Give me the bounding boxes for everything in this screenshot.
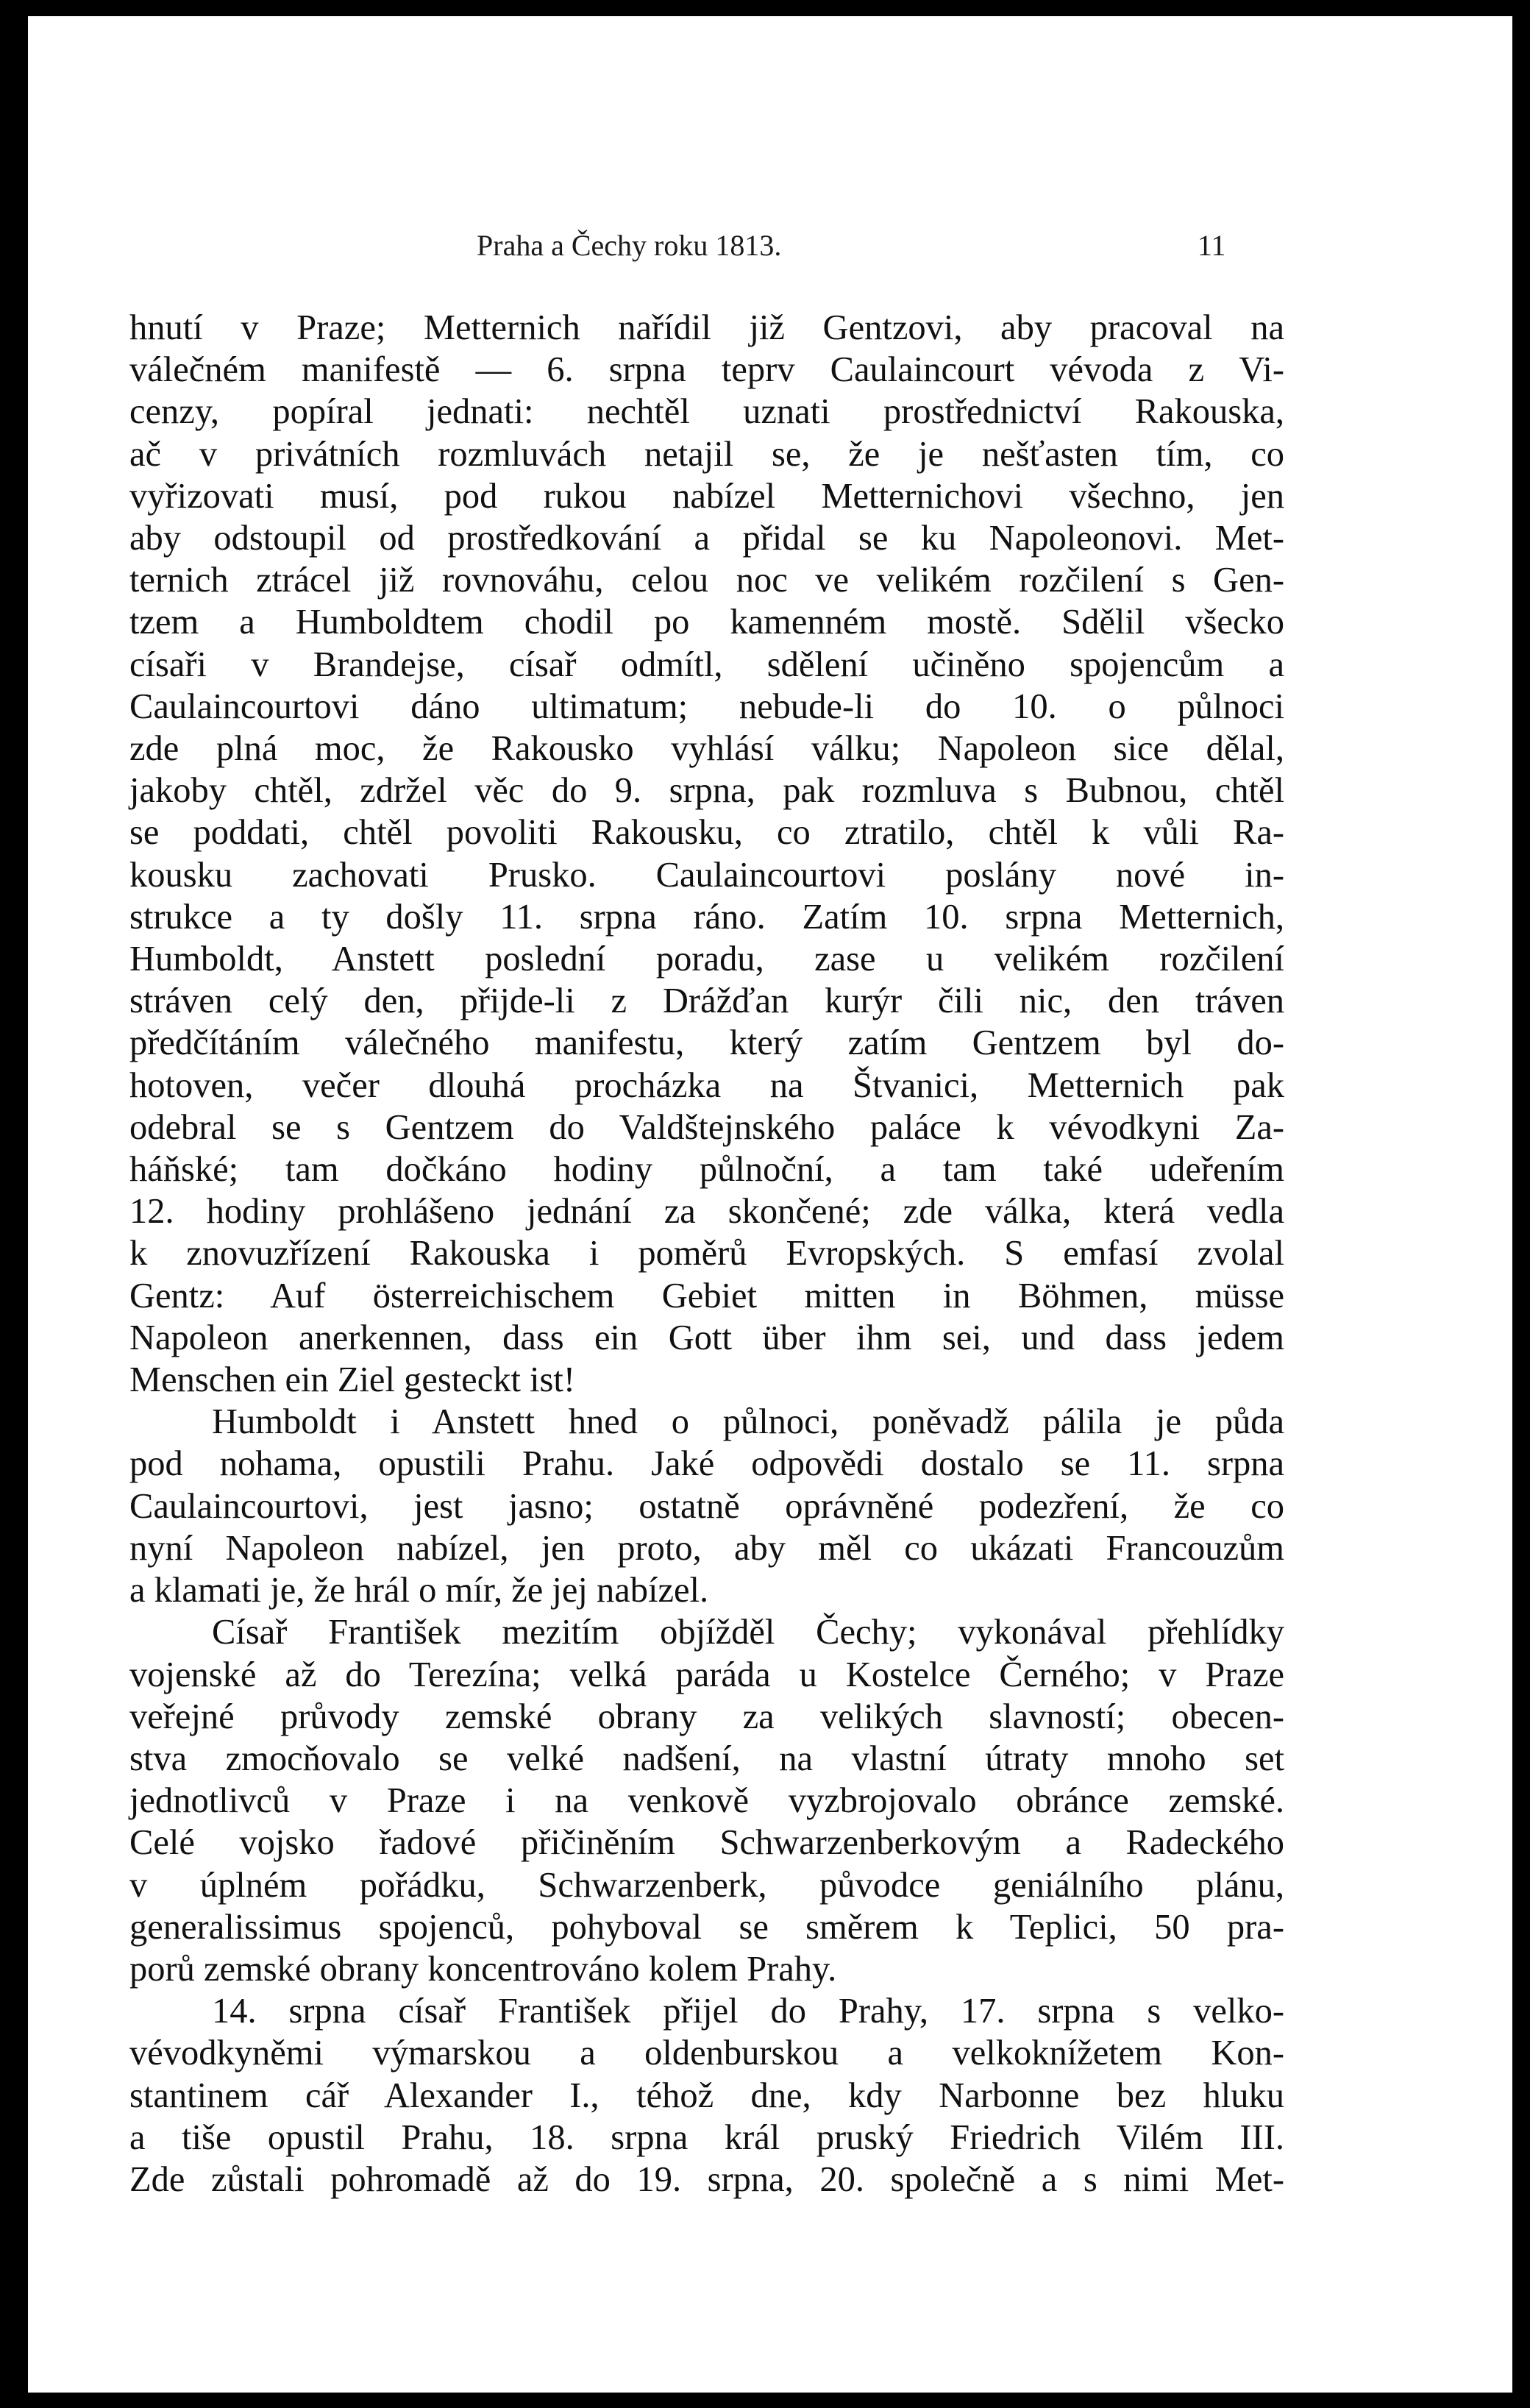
text-line: Humboldt, Anstett poslední poradu, zase u velikém rozčilení — [129, 940, 1284, 979]
text-line: a klamati je, že hrál o mír, že jej nabízel. — [129, 1571, 709, 1610]
text-line: předčítáním válečného manifestu, který zatím Gentzem byl do- — [129, 1023, 1284, 1063]
book-page — [28, 16, 1512, 2393]
text-line: Menschen ein Ziel gesteckt ist! — [129, 1360, 576, 1400]
text-line: v úplném pořádku, Schwarzenberk, původce geniálního plánu, — [129, 1865, 1284, 1905]
text-line: odebral se s Gentzem do Valdštejnského paláce k vévodkyni Za- — [129, 1107, 1284, 1147]
text-line: strukce a ty došly 11. srpna ráno. Zatím 10. srpna Metternich, — [129, 897, 1284, 937]
text-line: a tiše opustil Prahu, 18. srpna král pruský Friedrich Vilém III. — [129, 2117, 1284, 2157]
text-line: pod nohama, opustili Prahu. Jaké odpovědi dostalo se 11. srpna — [129, 1444, 1284, 1484]
text-line: Caulaincourtovi, jest jasno; ostatně oprávněné podezření, že co — [129, 1486, 1284, 1526]
text-line: Humboldt i Anstett hned o půlnoci, poněvadž pálila je půda — [212, 1402, 1284, 1442]
text-line: tzem a Humboldtem chodil po kamenném mostě. Sdělil všecko — [129, 603, 1284, 642]
text-line: Napoleon anerkennen, dass ein Gott über ihm sei, und dass jedem — [129, 1318, 1284, 1357]
text-line: vyřizovati musí, pod rukou nabízel Metternichovi všechno, jen — [129, 476, 1284, 516]
text-line: cenzy, popíral jednati: nechtěl uznati prostřednictví Rakouska, — [129, 392, 1284, 432]
text-line: Gentz: Auf österreichischem Gebiet mitten in Böhmen, müsse — [129, 1276, 1284, 1315]
text-line: hnutí v Praze; Metternich nařídil již Gentzovi, aby pracoval na — [129, 308, 1284, 347]
text-line: porů zemské obrany koncentrováno kolem Prahy. — [129, 1949, 837, 1989]
text-line: válečném manifestě — 6. srpna teprv Caulaincourt vévoda z Vi- — [129, 350, 1284, 390]
text-line: veřejné průvody zemské obrany za velikých slavností; obecen- — [129, 1697, 1284, 1736]
text-line: háňské; tam dočkáno hodiny půlnoční, a tam také udeřením — [129, 1150, 1284, 1190]
text-line: jednotlivců v Praze i na venkově vyzbrojovalo obránce zemské. — [129, 1781, 1284, 1821]
text-line: se poddati, chtěl povoliti Rakousku, co ztratilo, chtěl k vůli Ra- — [129, 813, 1284, 853]
text-line: k znovuzřízení Rakouska i poměrů Evropských. S emfasí zvolal — [129, 1234, 1284, 1274]
text-line: Caulaincourtovi dáno ultimatum; nebude-li do 10. o půlnoci — [129, 686, 1284, 726]
text-line: Císař František mezitím objížděl Čechy; vykonával přehlídky — [212, 1613, 1284, 1652]
text-line: vojenské až do Terezína; velká paráda u Kostelce Černého; v Praze — [129, 1655, 1284, 1694]
text-line: ač v privátních rozmluvách netajil se, že je nešťasten tím, co — [129, 434, 1284, 474]
text-line: nyní Napoleon nabízel, jen proto, aby měl co ukázati Francouzům — [129, 1528, 1284, 1568]
text-line: hotoven, večer dlouhá procházka na Štvanici, Metternich pak — [129, 1065, 1284, 1105]
text-line: císaři v Brandejse, císař odmítl, sdělení učiněno spojencům a — [129, 644, 1284, 684]
text-line: jakoby chtěl, zdržel věc do 9. srpna, pak rozmluva s Bubnou, chtěl — [129, 771, 1284, 811]
text-line: vévodkyněmi výmarskou a oldenburskou a velkoknížetem Kon- — [129, 2034, 1284, 2073]
text-line: generalissimus spojenců, pohyboval se směrem k Teplici, 50 pra- — [129, 1907, 1284, 1947]
text-line: aby odstoupil od prostředkování a přidal se ku Napoleonovi. Met- — [129, 519, 1284, 558]
text-line: ternich ztrácel již rovnováhu, celou noc ve velikém rozčilení s Gen- — [129, 561, 1284, 600]
text-line: Celé vojsko řadové přičiněním Schwarzenberkovým a Radeckého — [129, 1823, 1284, 1863]
text-line: stva zmocňovalo se velké nadšení, na vlastní útraty mnoho set — [129, 1738, 1284, 1778]
text-line: 14. srpna císař František přijel do Prahy, 17. srpna s velko- — [212, 1992, 1284, 2031]
page-number: 11 — [1198, 229, 1226, 262]
text-line: Zde zůstali pohromadě až do 19. srpna, 20. společně a s nimi Met- — [129, 2159, 1284, 2199]
text-line: 12. hodiny prohlášeno jednání za skončené; zde válka, která vedla — [129, 1192, 1284, 1232]
text-line: stráven celý den, přijde-li z Drážďan kurýr čili nic, den tráven — [129, 981, 1284, 1021]
text-line: kousku zachovati Prusko. Caulaincourtovi poslány nové in- — [129, 855, 1284, 895]
body-text — [129, 307, 1284, 2201]
page-header — [28, 228, 1512, 272]
text-line: zde plná moc, že Rakousko vyhlásí válku; Napoleon sice dělal, — [129, 729, 1284, 769]
text-line: stantinem cář Alexander I., téhož dne, kdy Narbonne bez hluku — [129, 2075, 1284, 2115]
running-title: Praha a Čechy roku 1813. — [477, 229, 782, 262]
